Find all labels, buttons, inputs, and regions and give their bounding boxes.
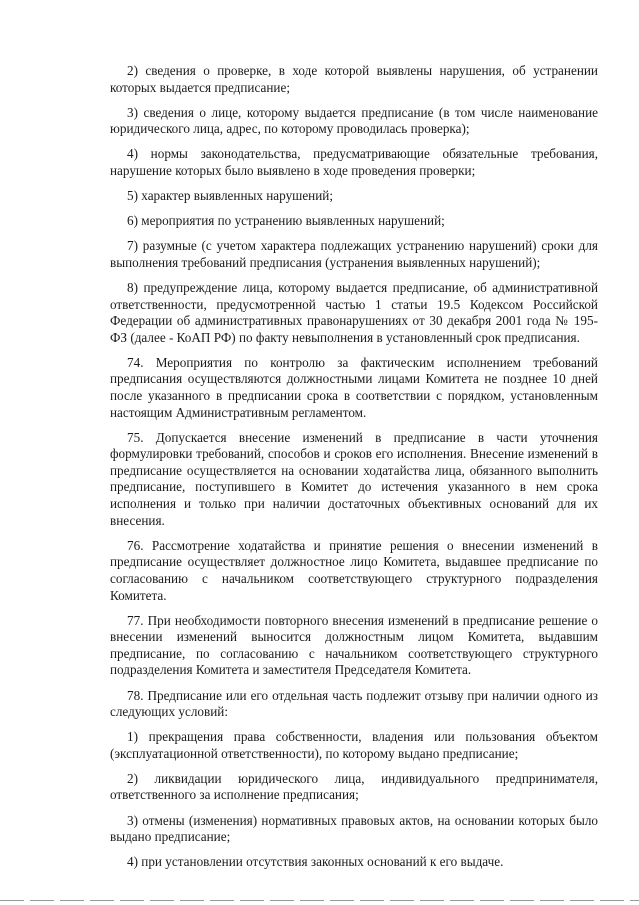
page-bottom-divider: [0, 900, 639, 901]
paragraph-item-4-legal-norms: 4) нормы законодательства, предусматривающие обязательные требования, нарушение которых было выявлено в ходе проведения проверки;: [110, 146, 598, 178]
paragraph-item-2-inspection-info: 2) сведения о проверке, в ходе которой выявлены нарушения, об устранении которых выдается предписание;: [110, 63, 598, 95]
paragraph-78-item-3: 3) отмены (изменения) нормативных правовых актов, на основании которых было выдано предписание;: [110, 812, 598, 845]
paragraph-76: 76. Рассмотрение ходатайства и принятие решения о внесении изменений в предписание осуществляет должностное лицо Комитета, выдавшее предписание по согласованию с начальником соответствующего структурного подразделения Комитета.: [110, 537, 598, 603]
paragraph-78-item-2: 2) ликвидации юридического лица, индивидуального предпринимателя, ответственного за исполнение предписания;: [110, 770, 598, 803]
document-body: [110, 63, 598, 879]
paragraph-item-3-person-info: 3) сведения о лице, которому выдается предписание (в том числе наименование юридического лица, адрес, по которому проводилась проверка);: [110, 104, 598, 137]
paragraph-75: 75. Допускается внесение изменений в предписание в части уточнения формулировки требований, способов и сроков его исполнения. Внесение изменений в предписание осуществляется на основании ходатайства лица, обязанного выполнить предписание, поступившего в Комитет до истечения указанного в нем срока исполнения и только при наличии достаточных объективных оснований для их внесения.: [110, 429, 598, 528]
paragraph-item-7-deadlines: 7) разумные (с учетом характера подлежащих устранению нарушений) сроки для выполнения требований предписания (устранения выявленных нарушений);: [110, 238, 598, 270]
paragraph-item-5-violation-nature: 5) характер выявленных нарушений;: [127, 188, 334, 204]
paragraph-78-item-4: 4) при установлении отсутствия законных оснований к его выдаче.: [127, 854, 504, 870]
paragraph-74: 74. Мероприятия по контролю за фактическим исполнением требований предписания осуществляются должностными лицами Комитета не позднее 10 дней после указанного в предписании срока в соответствии с порядком, установленным настоящим Административным регламентом.: [110, 354, 598, 420]
paragraph-78-item-1: 1) прекращения права собственности, владения или пользования объектом (эксплуатационной ответственности), по которому выдано предписание;: [110, 729, 598, 761]
paragraph-item-6-remediation-measures: 6) мероприятия по устранению выявленных нарушений;: [127, 213, 445, 229]
paragraph-77: 77. При необходимости повторного внесения изменений в предписание решение о внесении изменений выносится должностным лицом Комитета, выдавшим предписание, по согласованию с начальником соответствующего структурного подразделения Комитета и заместителя Председателя Комитета.: [110, 612, 598, 678]
paragraph-78: 78. Предписание или его отдельная часть подлежит отзыву при наличии одного из следующих условий:: [110, 687, 598, 720]
paragraph-item-8-warning: 8) предупреждение лица, которому выдается предписание, об административной ответственности, предусмотренной частью 1 статьи 19.5 Кодексом Российской Федерации об административных правонарушениях от 30 декабря 2001 года № 195-ФЗ (далее - КоАП РФ) по факту невыполнения в установленный срок предписания.: [110, 279, 598, 345]
